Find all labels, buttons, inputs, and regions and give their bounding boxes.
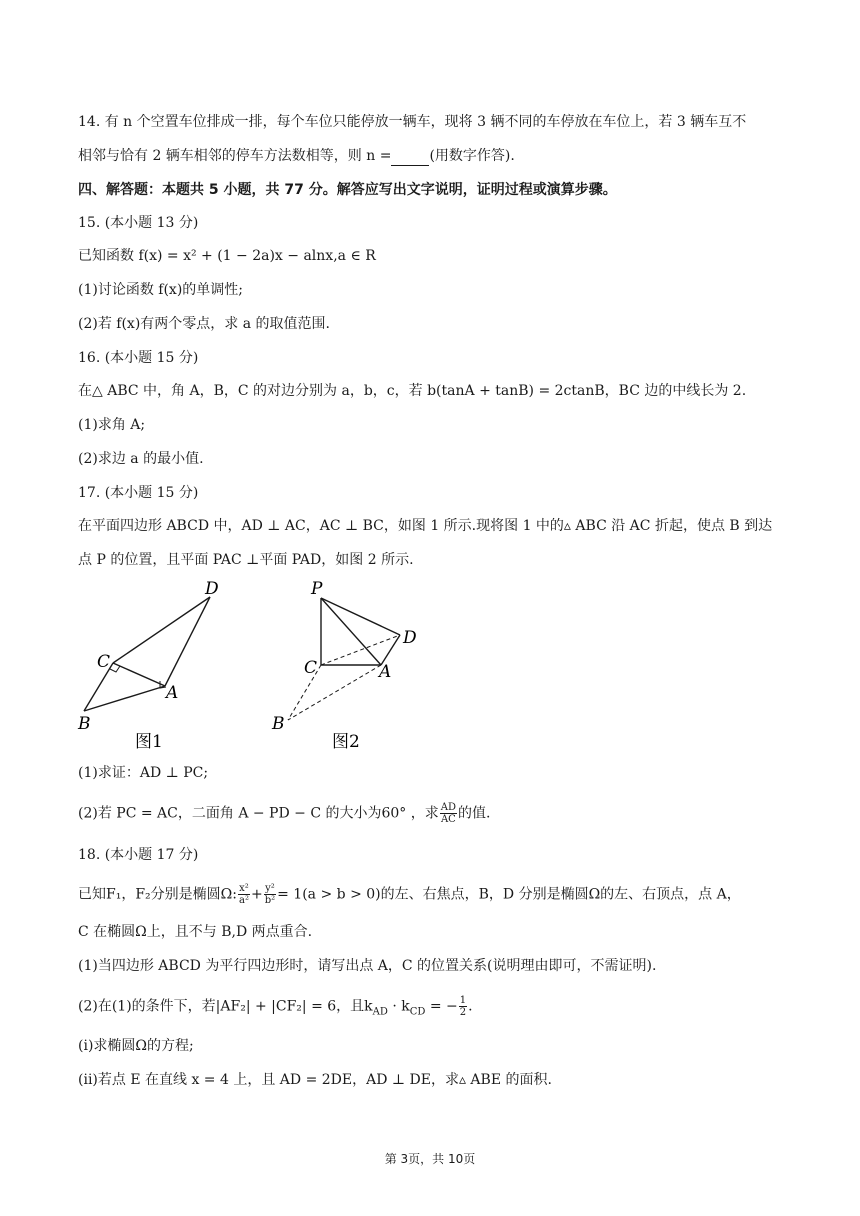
- q18-part2-pre: (2)在(1)的条件下，若|AF₂| + |CF₂| = 6，且k: [78, 998, 373, 1015]
- fraction-denominator: 2: [459, 1007, 467, 1018]
- q17-stem-line1: 在平面四边形 ABCD 中，AD ⊥ AC，AC ⊥ BC，如图 1 所示.现将图 1 中的▵ ABC 沿 AC 折起，使点 B 到达: [78, 518, 773, 534]
- answer-blank: [391, 151, 429, 166]
- q17-figures: [70, 577, 430, 757]
- fraction-denominator: a²: [238, 895, 249, 906]
- fraction-numerator: 1: [459, 995, 467, 1006]
- q16-part2: (2)求边 a 的最小值.: [78, 451, 204, 467]
- fig1-edge-DC: [113, 597, 210, 663]
- q17-stem-line2: 点 P 的位置，且平面 PAC ⊥平面 PAD，如图 2 所示.: [78, 552, 414, 568]
- q18-part2: [78, 995, 800, 1022]
- q15-part2: (2)若 f(x)有两个零点，求 a 的取值范围.: [78, 316, 330, 332]
- fig1-edge-DA: [165, 597, 210, 686]
- q17-part2-post: 的值.: [458, 805, 491, 822]
- fraction-ad-over-ac: [440, 802, 457, 825]
- equals-minus: = −: [425, 998, 458, 1015]
- fraction-one-half: [459, 995, 467, 1018]
- period: .: [468, 998, 473, 1015]
- q15-head: 15. (本小题 13 分): [78, 215, 199, 231]
- q15-part1: (1)讨论函数 f(x)的单调性;: [78, 282, 243, 298]
- q18-sub-i: (i)求椭圆Ω的方程;: [78, 1038, 194, 1054]
- fig2-label-D: D: [403, 628, 417, 648]
- q17-part2: [78, 802, 800, 825]
- q18-stem-line2: C 在椭圆Ω上，且不与 B,D 两点重合.: [78, 924, 313, 940]
- fraction-denominator: AC: [440, 814, 456, 825]
- fraction-numerator: y²: [265, 883, 275, 894]
- fig1-caption: 图1: [135, 732, 163, 752]
- q18-part1: (1)当四边形 ABCD 为平行四边形时，请写出点 A，C 的位置关系(说明理由即可，不需证明).: [78, 958, 657, 974]
- subscript-ad: AD: [372, 1006, 388, 1018]
- q18-stem-post: = 1(a > b > 0)的左、右焦点，B，D 分别是椭圆Ω的左、右顶点，点 A，: [277, 886, 741, 903]
- q16-part1: (1)求角 A;: [78, 417, 146, 433]
- fig2-label-B: B: [272, 714, 285, 734]
- q17-part1: (1)求证：AD ⊥ PC;: [78, 765, 209, 781]
- fig2-label-P: P: [311, 579, 323, 599]
- fig2-label-A: A: [379, 662, 392, 682]
- fig2-edge-CD-dashed: [321, 635, 400, 665]
- dot-operator: · k: [387, 998, 410, 1015]
- q14-line2-pre: 相邻与恰有 2 辆车相邻的停车方法数相等，则 n =: [78, 148, 392, 164]
- fig1-label-B: B: [78, 714, 91, 734]
- fig1-edge-CA: [113, 663, 165, 686]
- q16-head: 16. (本小题 15 分): [78, 350, 199, 366]
- fraction-y2-over-b2: [264, 883, 276, 906]
- q17-head: 17. (本小题 15 分): [78, 485, 199, 501]
- q18-stem-line1: [78, 883, 800, 906]
- fig2-label-C: C: [304, 658, 318, 678]
- page-footer: 第 3页，共 10页: [384, 1152, 476, 1166]
- fig2-edge-PD: [321, 598, 400, 635]
- q14-line2-post: (用数字作答).: [429, 148, 515, 164]
- section-4-heading: 四、解答题：本题共 5 小题，共 77 分。解答应写出文字说明，证明过程或演算步骤。: [78, 182, 617, 198]
- q18-stem-pre: 已知F₁，F₂分别是椭圆Ω:: [78, 886, 237, 903]
- fig2-edge-AB-dashed: [288, 665, 381, 720]
- q14-line1: 14. 有 n 个空置车位排成一排，每个车位只能停放一辆车，现将 3 辆不同的车停放在车位上，若 3 辆车互不: [78, 114, 747, 130]
- fig2-caption: 图2: [332, 732, 360, 752]
- q15-stem: 已知函数 f(x) = x² + (1 − 2a)x − alnx,a ∈ R: [78, 248, 376, 264]
- subscript-cd: CD: [409, 1006, 426, 1018]
- q14-line2: [78, 146, 800, 166]
- fraction-denominator: b²: [264, 895, 276, 906]
- q18-sub-ii: (ii)若点 E 在直线 x = 4 上，且 AD = 2DE，AD ⊥ DE，求▵ ABE 的面积.: [78, 1072, 552, 1088]
- q17-part2-pre: (2)若 PC = AC，二面角 A − PD − C 的大小为60° ，求: [78, 805, 439, 822]
- fig1-label-C: C: [97, 652, 111, 672]
- q18-head: 18. (本小题 17 分): [78, 847, 199, 863]
- fig1-label-A: A: [166, 683, 179, 703]
- fig1-right-angle-C: [110, 666, 120, 672]
- fig2-edge-AD: [381, 635, 400, 665]
- fraction-numerator: x²: [239, 883, 249, 894]
- fraction-x2-over-a2: [238, 883, 250, 906]
- fraction-numerator: AD: [440, 802, 457, 813]
- plus-sign: +: [250, 886, 263, 903]
- fig1-label-D: D: [205, 579, 219, 599]
- q16-stem: 在△ ABC 中，角 A，B，C 的对边分别为 a，b，c，若 b(tanA + tanB) = 2ctanB，BC 边的中线长为 2.: [78, 383, 747, 399]
- fig2-edge-PA: [321, 598, 381, 665]
